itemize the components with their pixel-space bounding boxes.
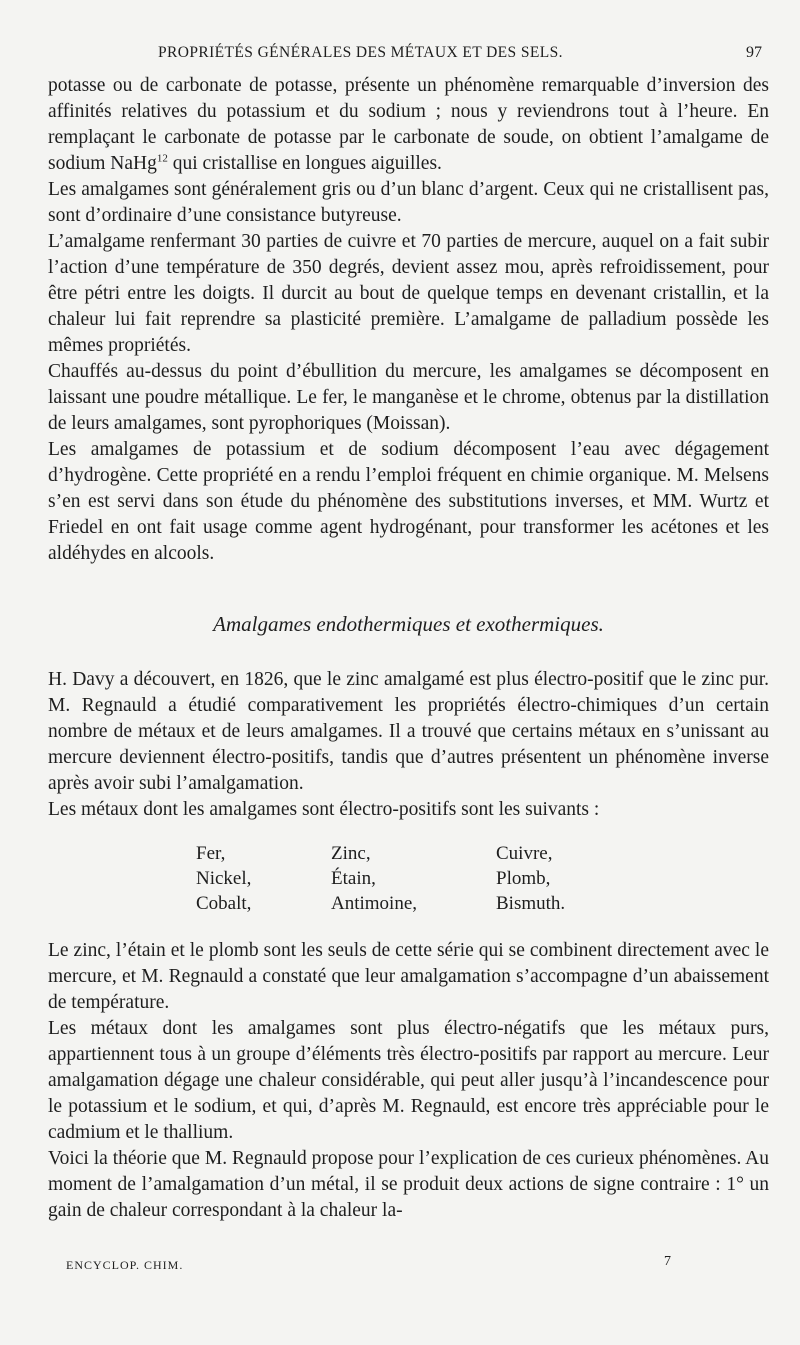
formula-superscript: 12 [156, 152, 168, 165]
page-footer [0, 1254, 800, 1278]
paragraph-text: potasse ou de carbonate de potasse, présente un phénomène remarquable d’inversion des affinités relatives du potassium et du sodium ; nous y reviendrons tout à l’heure. En remplaçant le carbonate de potasse par le carbonate de soude, on obtient l’amalgame de sodium NaHg [48, 75, 769, 174]
metal-cell: Nickel, [196, 868, 252, 889]
paragraph: Les amalgames sont généralement gris ou d’un blanc d’argent. Ceux qui ne cristallisent pas, sont d’ordinaire d’une consistance butyreuse. [48, 179, 769, 226]
paragraph-text-tail: qui cristallise en longues aiguilles. [167, 153, 442, 174]
metals-row [48, 891, 769, 916]
paragraph [48, 73, 769, 177]
running-header [0, 44, 800, 68]
metal-cell: Cuivre, [496, 843, 553, 864]
metal-cell: Fer, [196, 843, 226, 864]
metal-cell: Antimoine, [331, 893, 418, 914]
metal-cell: Zinc, [331, 843, 371, 864]
paragraph: Les métaux dont les amalgames sont électro-positifs sont les suivants : [48, 799, 600, 820]
running-title: PROPRIÉTÉS GÉNÉRALES DES MÉTAUX ET DES SELS. [158, 44, 563, 61]
paragraph: Le zinc, l’étain et le plomb sont les seuls de cette série qui se combinent directement avec le mercure, et M. Regnauld a constaté que leur amalgamation s’accompagne d’un abaissement de température. [48, 940, 769, 1013]
metal-cell: Cobalt, [196, 893, 252, 914]
body-text [48, 73, 769, 1224]
metal-cell: Bismuth. [496, 893, 566, 914]
metal-cell: Plomb, [496, 868, 551, 889]
signature-mark: ENCYCLOP. CHIM. [66, 1258, 184, 1272]
signature-number: 7 [664, 1254, 672, 1269]
paragraph: Voici la théorie que M. Regnauld propose pour l’explication de ces curieux phénomènes. Au moment de l’amalgamation d’un métal, il se produit deux actions de signe contraire : 1° un gain de chaleur correspondant à la chaleur la- [48, 1148, 769, 1221]
metal-cell: Étain, [331, 868, 376, 889]
metals-row [48, 866, 769, 891]
section-heading: Amalgames endothermiques et exothermiques. [213, 612, 604, 636]
metals-row [48, 841, 769, 866]
paragraph: L’amalgame renfermant 30 parties de cuivre et 70 parties de mercure, auquel on a fait subir l’action d’une température de 350 degrés, devient assez mou, après refroidissement, pour être pétri entre les doigts. Il durcit au bout de quelque temps en devenant cristallin, et la chaleur lui fait reprendre sa plasticité première. L’amalgame de palladium possède les mêmes propriétés. [48, 231, 769, 356]
metals-list [48, 841, 769, 916]
page-number: 97 [746, 44, 762, 61]
paragraph: Les amalgames de potassium et de sodium décomposent l’eau avec dégagement d’hydrogène. Cette propriété en a rendu l’emploi fréquent en chimie organique. M. Melsens s’en est servi dans son étude du phénomène des substitutions inverses, et MM. Wurtz et Friedel en ont fait usage comme agent hydrogénant, pour transformer les acétones et les aldéhydes en alcools. [48, 439, 769, 564]
paragraph: H. Davy a découvert, en 1826, que le zinc amalgamé est plus électro-positif que le zinc pur. M. Regnauld a étudié comparativement les propriétés électro-chimiques d’un certain nombre de métaux et de leurs amalgames. Il a trouvé que certains métaux en s’unissant au mercure deviennent électro-positifs, tandis que d’autres présentent un phénomène inverse après avoir subi l’amalgamation. [48, 669, 769, 794]
paragraph: Chauffés au-dessus du point d’ébullition du mercure, les amalgames se décomposent en laissant une poudre métallique. Le fer, le manganèse et le chrome, obtenus par la distillation de leurs amalgames, sont pyrophoriques (Moissan). [48, 361, 769, 434]
paragraph: Les métaux dont les amalgames sont plus électro-négatifs que les métaux purs, appartiennent tous à un groupe d’éléments très électro-positifs par rapport au mercure. Leur amalgamation dégage une chaleur considérable, qui peut aller jusqu’à l’incandescence pour le potassium et le sodium, et qui, d’après M. Regnauld, est encore très appréciable pour le cadmium et le thallium. [48, 1018, 769, 1143]
